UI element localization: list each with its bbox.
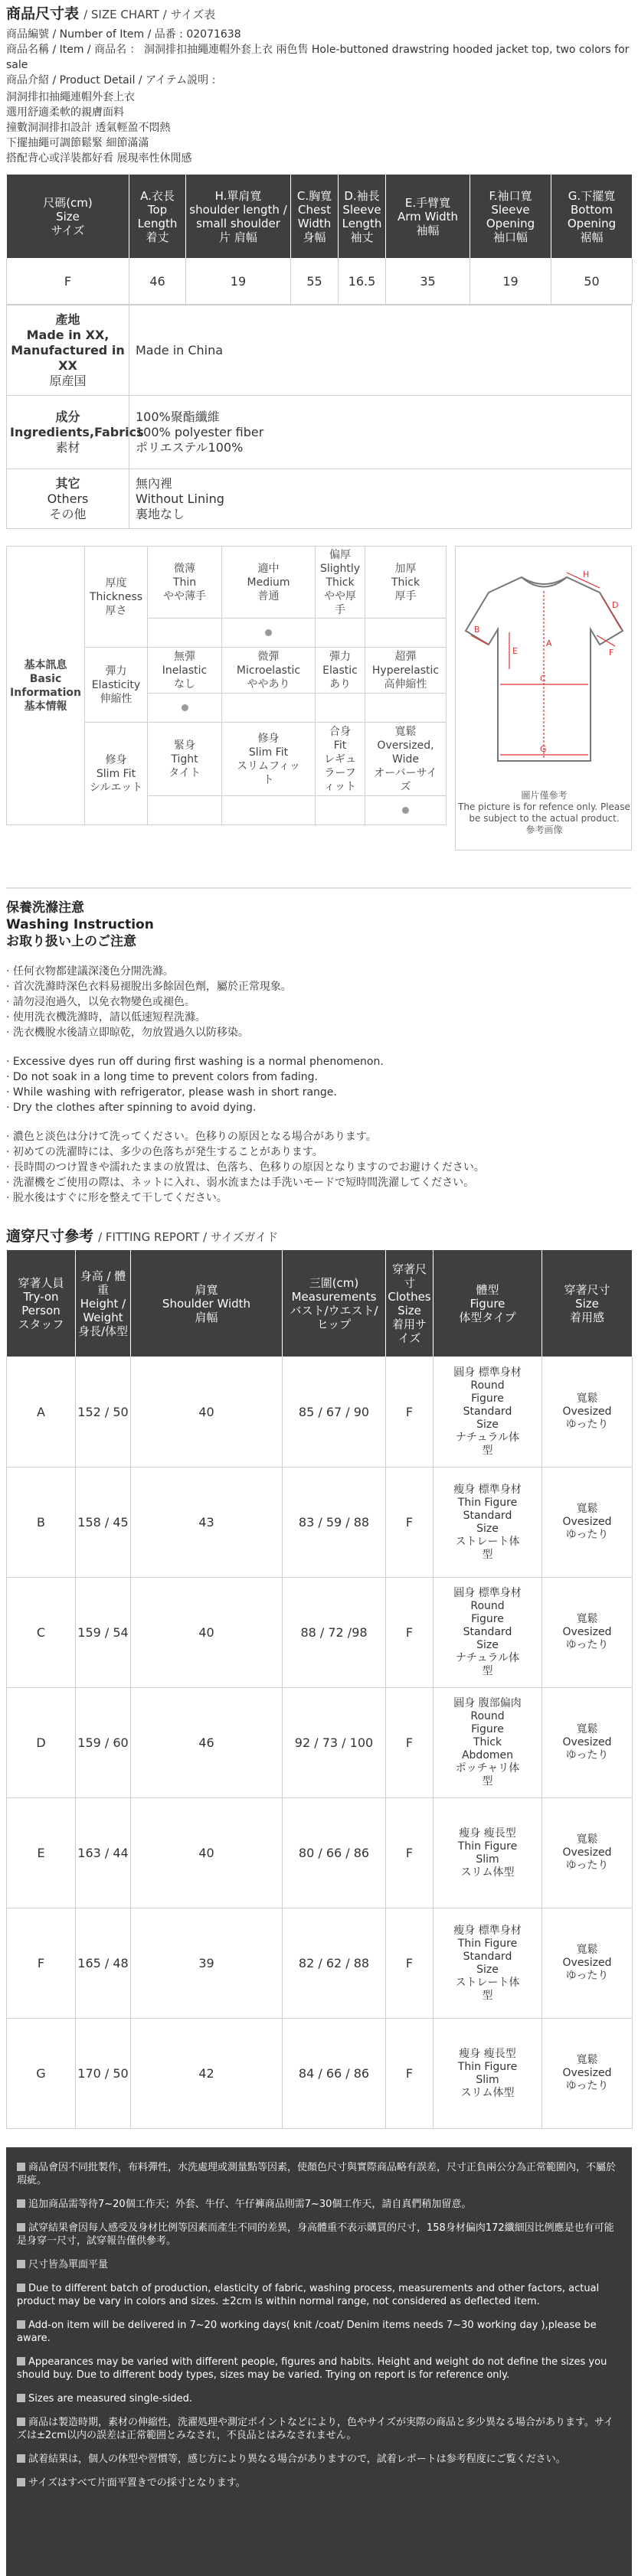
note-item bbox=[17, 2198, 621, 2211]
figure-cell: 圓身 腹部偏肉 Round Figure Thick Abdomen ポッチャリ体 型 bbox=[434, 1688, 542, 1798]
selected-dot-icon bbox=[402, 807, 409, 814]
height-weight-cell: 152 / 50 bbox=[76, 1357, 131, 1468]
diagram-letter: F bbox=[609, 648, 614, 658]
person-cell: B bbox=[7, 1468, 76, 1578]
bullet-icon bbox=[17, 2199, 25, 2208]
header-sleeve-length: D.袖長 Sleeve Length 袖丈 bbox=[339, 175, 386, 259]
thickness-options-row bbox=[7, 547, 447, 619]
other-row bbox=[7, 469, 632, 529]
height-weight-cell: 159 / 54 bbox=[76, 1578, 131, 1688]
measurements-cell: 92 / 73 / 100 bbox=[283, 1688, 386, 1798]
note-text: 商品は製造時期，素材の伸縮性，洗濯処理や測定ポイントなどにより，色やサイズが実際の商品と多少異なる場合があります。サイズは±2cm以内の誤差は正常範囲とみなされ，不良品とはみなされません。 bbox=[17, 2417, 614, 2441]
selected-dot-icon bbox=[182, 704, 188, 711]
thickness-option-medium: 適中 Medium 普通 bbox=[222, 547, 316, 619]
measurements-cell: 84 / 66 / 86 bbox=[283, 2019, 386, 2129]
bullet-icon bbox=[17, 2284, 25, 2292]
header-measurements: 三圍(cm) Measurements バスト/ウエスト/ヒップ bbox=[283, 1250, 386, 1357]
height-weight-cell: 159 / 60 bbox=[76, 1688, 131, 1798]
product-description bbox=[0, 88, 638, 174]
header-size: 尺碼(cm) Size サイズ bbox=[7, 175, 129, 259]
elasticity-dot-cell bbox=[222, 694, 316, 723]
note-item bbox=[17, 2258, 621, 2271]
washing-line: · Dry the clothes after spinning to avoid dying. bbox=[6, 1102, 257, 1114]
description-line: 撞數洞洞排扣設計 透氣輕盈不悶熱 bbox=[6, 122, 171, 134]
thickness-option-slightly-thick: 偏厚 Slightly Thick やや厚 手 bbox=[316, 547, 365, 619]
note-text: Sizes are measured single-sided. bbox=[28, 2393, 193, 2405]
figure-cell: 圓身 標準身材 Round Figure Standard Size ナチュラル体 型 bbox=[434, 1357, 542, 1468]
elasticity-option-microelastic: 微彈 Microelastic ややあり bbox=[222, 648, 316, 694]
item-number: 商品編號 / Number of Item / 品番 : 02071638 bbox=[6, 28, 241, 41]
header-shoulder-width: 肩寬 Shoulder Width 肩幅 bbox=[131, 1250, 283, 1357]
height-weight-cell: 158 / 45 bbox=[76, 1468, 131, 1578]
header-clothes-size: 穿著尺 寸 Clothes Size 着用サ イズ bbox=[386, 1250, 434, 1357]
height-weight-cell: 165 / 48 bbox=[76, 1908, 131, 2019]
note-item bbox=[17, 2222, 621, 2248]
shoulder-cell: 40 bbox=[131, 1357, 283, 1468]
sleeve-length-value: 16.5 bbox=[339, 259, 386, 305]
origin-row bbox=[7, 305, 632, 396]
diagram-letter: D bbox=[612, 600, 619, 610]
washing-line: · 任何衣物都建議深淺色分開洗滌。 bbox=[6, 965, 174, 978]
note-text: Due to different batch of production, elasticity of fabric, washing process, measurements and other factors, actual product may be vary in colors and sizes. ±2cm is within normal range, not considered as deflected item. bbox=[17, 2283, 600, 2307]
basic-info-label: 基本訊息 Basic Information 基本情報 bbox=[7, 547, 85, 825]
height-weight-cell: 163 / 44 bbox=[76, 1798, 131, 1908]
height-weight-cell: 170 / 50 bbox=[76, 2019, 131, 2129]
washing-line: · 使用洗衣機洗滌時，請以低速短程洗滌。 bbox=[6, 1011, 206, 1024]
washing-line: · 請勿浸泡過久，以免衣物變色或褪色。 bbox=[6, 996, 195, 1008]
bullet-icon bbox=[17, 2418, 25, 2426]
thickness-option-thick: 加厚 Thick 厚手 bbox=[365, 547, 447, 619]
fit-option-slim: 修身 Slim Fit スリムフィッ ト bbox=[222, 723, 316, 796]
measurements-cell: 82 / 62 / 88 bbox=[283, 1908, 386, 2019]
fitting-row bbox=[7, 1357, 633, 1468]
origin-label: 產地 Made in XX, Manufactured in XX 原産国 bbox=[7, 305, 129, 396]
basic-info-table bbox=[6, 546, 447, 825]
note-item bbox=[17, 2356, 621, 2382]
person-cell: F bbox=[7, 1908, 76, 2019]
size-value: F bbox=[7, 259, 129, 305]
composition-row bbox=[7, 396, 632, 469]
elasticity-dot-cell bbox=[316, 694, 365, 723]
header-figure: 體型 Figure 体型タイプ bbox=[434, 1250, 542, 1357]
product-details-table bbox=[6, 305, 632, 529]
measurements-cell: 80 / 66 / 86 bbox=[283, 1798, 386, 1908]
thickness-label: 厚度 Thickness 厚さ bbox=[85, 547, 148, 648]
fit-dot-cell bbox=[222, 796, 316, 825]
fitting-row bbox=[7, 1688, 633, 1798]
note-text: 尺寸皆為單面平量 bbox=[28, 2259, 109, 2271]
bullet-icon bbox=[17, 2478, 25, 2486]
shoulder-cell: 39 bbox=[131, 1908, 283, 2019]
bottom-opening-value: 50 bbox=[551, 259, 633, 305]
figure-cell: 瘦身 瘦長型 Thin Figure Slim スリム体型 bbox=[434, 2019, 542, 2129]
fit-dot-cell bbox=[365, 796, 447, 825]
arm-width-value: 35 bbox=[386, 259, 470, 305]
fitting-rows bbox=[7, 1357, 633, 2129]
measurements-cell: 83 / 59 / 88 bbox=[283, 1468, 386, 1578]
washing-line: · Do not soak in a long time to prevent colors from fading. bbox=[6, 1071, 318, 1083]
size-chart-header bbox=[0, 0, 638, 27]
fitting-header-row bbox=[7, 1250, 633, 1357]
washing-line: · Excessive dyes run off during first washing is a normal phenomenon. bbox=[6, 1056, 384, 1068]
thickness-dot-cell bbox=[365, 619, 447, 648]
diagram-letter: C bbox=[540, 674, 546, 684]
note-text: 追加商品需等待7~20個工作天；外套、牛仔、午仔褲商品則需7~30個工作天，請自真們稍加留意。 bbox=[28, 2199, 472, 2210]
washing-line: · 長時間のつけ置きや濡れたままの放置は、色落ち、色移りの原因となりますのでお避けください。 bbox=[6, 1161, 485, 1174]
note-item bbox=[17, 2282, 621, 2308]
fit-option-tight: 緊身 Tight タイト bbox=[148, 723, 222, 796]
note-item bbox=[17, 2476, 621, 2489]
figure-cell: 瘦身 瘦長型 Thin Figure Slim スリム体型 bbox=[434, 1798, 542, 1908]
size-chart-subtitle: / SIZE CHART / サイズ表 bbox=[83, 8, 216, 21]
size-cell: F bbox=[386, 1357, 434, 1468]
size-cell: F bbox=[386, 1688, 434, 1798]
fit-label: 修身 Slim Fit シルエット bbox=[85, 723, 148, 825]
fit-feel-cell: 寬鬆 Ovesized ゆったり bbox=[542, 2019, 633, 2129]
measurements-cell: 85 / 67 / 90 bbox=[283, 1357, 386, 1468]
fitting-subtitle: / FITTING REPORT / サイズガイド bbox=[98, 1230, 279, 1244]
bullet-icon bbox=[17, 2223, 25, 2232]
header-person: 穿著人員 Try-on Person スタッフ bbox=[7, 1250, 76, 1357]
fit-dot-cell bbox=[316, 796, 365, 825]
fit-feel-cell: 寬鬆 Ovesized ゆったり bbox=[542, 1357, 633, 1468]
washing-line: · 首次洗滌時深色衣料易褪脫出多餘固色劑，屬於正常現象。 bbox=[6, 981, 292, 993]
description-line: 下擺抽繩可調節鬆緊 細節滿滿 bbox=[6, 137, 149, 149]
header-arm-width: E.手臂寬 Arm Width 袖幅 bbox=[386, 175, 470, 259]
diagram-letter: G bbox=[540, 744, 547, 754]
washing-line: · 脱水後はすぐに形を整えて干してください。 bbox=[6, 1192, 227, 1204]
shoulder-cell: 42 bbox=[131, 2019, 283, 2129]
fit-feel-cell: 寬鬆 Ovesized ゆったり bbox=[542, 1908, 633, 2019]
bullet-icon bbox=[17, 2320, 25, 2329]
washing-line: · 洗濯機をご使用の際は、ネットに入れ、弱水流または手洗いモードで短時間洗濯してください。 bbox=[6, 1177, 475, 1189]
size-cell: F bbox=[386, 1468, 434, 1578]
other-label: 其它 Others その他 bbox=[7, 469, 129, 529]
note-item bbox=[17, 2416, 621, 2442]
fit-feel-cell: 寬鬆 Ovesized ゆったり bbox=[542, 1798, 633, 1908]
fitting-report-table bbox=[6, 1249, 633, 2129]
figure-cell: 圓身 標準身材 Round Figure Standard Size ナチュラル体 型 bbox=[434, 1578, 542, 1688]
elasticity-dot-cell bbox=[365, 694, 447, 723]
header-top-length: A.衣長 Top Length 着丈 bbox=[129, 175, 186, 259]
person-cell: A bbox=[7, 1357, 76, 1468]
thickness-option-thin: 微薄 Thin やや薄手 bbox=[148, 547, 222, 619]
person-cell: E bbox=[7, 1798, 76, 1908]
person-cell: G bbox=[7, 2019, 76, 2129]
elasticity-option-elastic: 彈力 Elastic あり bbox=[316, 648, 365, 694]
fit-option-regular: 合身 Fit レギュ ラーフ ィット bbox=[316, 723, 365, 796]
fit-feel-cell: 寬鬆 Ovesized ゆったり bbox=[542, 1468, 633, 1578]
thickness-dot-cell bbox=[316, 619, 365, 648]
description-line: 洞洞排扣抽繩連帽外套上衣 bbox=[6, 91, 135, 103]
fitting-row bbox=[7, 1468, 633, 1578]
chest-value: 55 bbox=[291, 259, 339, 305]
header-height-weight: 身高 / 體重 Height / Weight 身長/体型 bbox=[76, 1250, 131, 1357]
note-text: サイズはすべて片面平置きでの採寸となります。 bbox=[28, 2477, 246, 2489]
washing-title: 保養洗滌注意 Washing Instruction お取り扱い上のご注意 bbox=[6, 900, 154, 949]
washing-line: · 初めての洗濯時には、多少の色落ちが発生することがあります。 bbox=[6, 1146, 323, 1158]
basic-info-section bbox=[6, 546, 632, 867]
garment-diagram bbox=[455, 546, 632, 851]
notes-section bbox=[6, 2147, 632, 2576]
sleeve-opening-value: 19 bbox=[470, 259, 551, 305]
thickness-dot-cell bbox=[148, 619, 222, 648]
bullet-icon bbox=[17, 2394, 25, 2402]
size-chart-table bbox=[6, 174, 633, 305]
elasticity-dot-cell bbox=[148, 694, 222, 723]
note-item bbox=[17, 2392, 621, 2405]
product-detail-label: 商品介紹 / Product Detail / アイテム説明 : bbox=[6, 74, 216, 87]
fit-dot-cell bbox=[148, 796, 222, 825]
header-bottom-opening: G.下擺寬 Bottom Opening 裾幅 bbox=[551, 175, 633, 259]
diagram-caption: 圖片僅參考 The picture is for refence only. Please be subject to the actual product. 參考画像 bbox=[458, 790, 630, 835]
fitting-title: 適穿尺寸參考 bbox=[6, 1228, 94, 1245]
note-text: 試穿結果會因每人感受及身材比例等因素而產生不同的差異，身高體重不表示購買的尺寸，158身材偏肉172纖細因比例應是也有可能是身穿一尺寸，試穿報告僅供參考。 bbox=[17, 2222, 614, 2247]
size-cell: F bbox=[386, 1578, 434, 1688]
note-text: 商品會因不同批製作，布料彈性，水洗處理或測量點等因素，使顏色尺寸與實際商品略有誤差，尺寸正負兩公分為正常範圍內，不屬於瑕疵。 bbox=[17, 2162, 617, 2186]
fitting-report-header bbox=[0, 1223, 638, 1249]
note-item bbox=[17, 2161, 621, 2187]
fitting-row bbox=[7, 2019, 633, 2129]
other-value: 無內裡 Without Lining 裏地なし bbox=[129, 469, 632, 529]
description-line: 選用舒適柔軟的親膚面料 bbox=[6, 106, 124, 119]
note-item bbox=[17, 2453, 621, 2466]
elasticity-label: 彈力 Elasticity 伸縮性 bbox=[85, 648, 148, 723]
bullet-icon bbox=[17, 2454, 25, 2463]
figure-cell: 瘦身 標準身材 Thin Figure Standard Size ストレート体 型 bbox=[434, 1908, 542, 2019]
size-cell: F bbox=[386, 2019, 434, 2129]
note-text: Add-on item will be delivered in 7~20 working days( knit /coat/ Denim items needs 7~30 working day ),please be aware. bbox=[17, 2320, 597, 2344]
measurements-cell: 88 / 72 /98 bbox=[283, 1578, 386, 1688]
selected-dot-icon bbox=[265, 629, 272, 636]
bullet-icon bbox=[17, 2357, 25, 2365]
top-length-value: 46 bbox=[129, 259, 186, 305]
header-fit: 穿著尺寸 Size 着用感 bbox=[542, 1250, 633, 1357]
washing-line: · While washing with refrigerator, please wash in short range. bbox=[6, 1086, 337, 1099]
figure-cell: 瘦身 標準身材 Thin Figure Standard Size ストレート体 型 bbox=[434, 1468, 542, 1578]
note-text: Appearances may be varied with different people, figures and habits. Height and weight do not define the sizes you should buy. Due to different body types, sizes may be varied. Trying on report is for reference only. bbox=[17, 2356, 607, 2381]
fitting-row bbox=[7, 1908, 633, 2019]
fitting-row bbox=[7, 1578, 633, 1688]
fitting-row bbox=[7, 1798, 633, 1908]
description-line: 搭配背心或洋裝都好看 展現率性休閒感 bbox=[6, 152, 192, 165]
person-cell: C bbox=[7, 1578, 76, 1688]
shoulder-cell: 40 bbox=[131, 1798, 283, 1908]
shoulder-cell: 40 bbox=[131, 1578, 283, 1688]
shoulder-value: 19 bbox=[186, 259, 291, 305]
fit-feel-cell: 寬鬆 Ovesized ゆったり bbox=[542, 1578, 633, 1688]
origin-value: Made in China bbox=[129, 305, 632, 396]
elasticity-option-inelastic: 無彈 Inelastic なし bbox=[148, 648, 222, 694]
header-chest: C.胸寬 Chest Width 身幅 bbox=[291, 175, 339, 259]
washing-line: · 洗衣機脫水後請立即晾乾，勿放置過久以防移染。 bbox=[6, 1027, 249, 1039]
composition-label: 成分 Ingredients,Fabrics 素材 bbox=[7, 396, 129, 469]
thickness-dot-cell bbox=[222, 619, 316, 648]
shoulder-cell: 46 bbox=[131, 1688, 283, 1798]
washing-instruction-section bbox=[6, 887, 632, 1206]
bullet-icon bbox=[17, 2163, 25, 2171]
diagram-letter: A bbox=[546, 638, 552, 648]
diagram-letter: H bbox=[583, 570, 590, 580]
elasticity-option-hyperelastic: 超彈 Hyperelastic 高伸縮性 bbox=[365, 648, 447, 694]
shoulder-cell: 43 bbox=[131, 1468, 283, 1578]
fit-option-oversized: 寬鬆 Oversized, Wide オーバーサイ ズ bbox=[365, 723, 447, 796]
size-chart-header-row bbox=[7, 175, 633, 259]
size-cell: F bbox=[386, 1798, 434, 1908]
tshirt-measurement-icon bbox=[462, 562, 627, 784]
size-chart-title: 商品尺寸表 bbox=[6, 5, 80, 22]
washing-line: · 濃色と淡色は分けて洗ってください。色移りの原因となる場合があります。 bbox=[6, 1131, 377, 1143]
composition-value: 100%聚酯纖維 100% polyester fiber ポリエステル100% bbox=[129, 396, 632, 469]
header-sleeve-opening: F.袖口寬 Sleeve Opening 袖口幅 bbox=[470, 175, 551, 259]
size-cell: F bbox=[386, 1908, 434, 2019]
note-item bbox=[17, 2319, 621, 2345]
fit-feel-cell: 寬鬆 Ovesized ゆったり bbox=[542, 1688, 633, 1798]
item-name: 商品名稱 / Item / 商品名 ： 洞洞排扣抽繩連帽外套上衣 兩色售 Hole-buttoned drawstring hooded jacket top, two colors for sale bbox=[6, 44, 630, 71]
bullet-icon bbox=[17, 2260, 25, 2268]
person-cell: D bbox=[7, 1688, 76, 1798]
washing-zh bbox=[6, 964, 632, 1206]
size-chart-row bbox=[7, 259, 633, 305]
header-shoulder: H.單肩寬 shoulder length / small shoulder 片 肩幅 bbox=[186, 175, 291, 259]
note-text: 試着結果は，個人の体型や習慣等，感じ方により異なる場合がありますので，試着レポートは参考程度にご覧ください。 bbox=[28, 2454, 566, 2465]
diagram-letter: E bbox=[512, 646, 518, 656]
diagram-letter: B bbox=[474, 625, 480, 635]
